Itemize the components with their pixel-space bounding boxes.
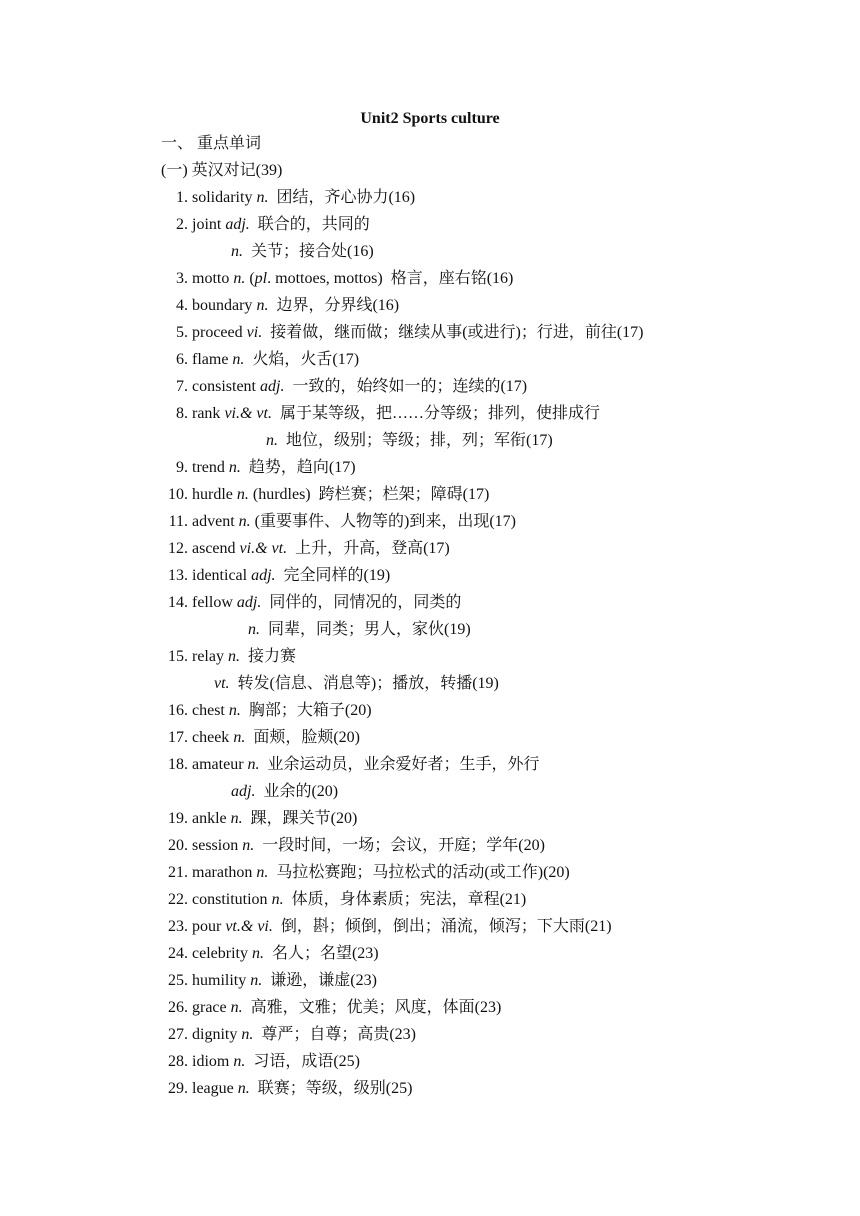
entry-meaning: 同伴的，同情况的，同类的 [269, 594, 462, 611]
entry-meaning: 一段时间，一场；会议，开庭；学年(20) [262, 837, 545, 854]
entry-word: consistent [192, 378, 256, 395]
entry-meaning: 体质，身体素质；宪法，章程(21) [291, 891, 527, 908]
entry-meaning: 完全同样的(19) [283, 567, 391, 584]
vocab-entry [164, 456, 356, 480]
vocab-entry [164, 969, 377, 993]
entry-meaning: 业余运动员，业余爱好者；生手，外行 [267, 756, 540, 773]
vocab-entry [164, 591, 461, 615]
entry-pos: n. [271, 891, 284, 908]
vocab-entry-sub [231, 240, 374, 264]
entry-word: ascend [192, 540, 236, 557]
entry-meaning: 火焰，火舌(17) [252, 351, 360, 368]
entry-pos: adj. [225, 216, 250, 233]
section-heading-key-words: 一、 重点单词 [161, 135, 262, 152]
entry-pos: n. [233, 270, 246, 287]
entry-meaning: 踝，踝关节(20) [250, 810, 358, 827]
entry-pos: adj. [260, 378, 285, 395]
entry-number: 8. [176, 405, 188, 422]
entry-pos: n. [251, 945, 264, 962]
entry-sub-pos: n. [266, 432, 278, 449]
entry-number: 23. [168, 918, 188, 935]
entry-meaning: (重要事件、人物等的)到来，出现(17) [254, 513, 516, 530]
entry-meaning: 倒，斟；倾倒，倒出；涌流，倾泻；下大雨(21) [280, 918, 612, 935]
vocab-entry-sub [266, 429, 553, 453]
entry-sub-meaning: 同辈，同类；男人，家伙(19) [268, 621, 471, 638]
entry-pos: n. [237, 1080, 250, 1097]
vocab-entry [164, 996, 501, 1020]
vocab-entry [164, 402, 600, 426]
entry-number: 24. [168, 945, 188, 962]
vocab-entry [164, 483, 489, 507]
entry-sub-pos: n. [248, 621, 260, 638]
entry-meaning: 谦逊，谦虚(23) [270, 972, 377, 989]
entry-pos: n. [233, 729, 246, 746]
entry-word: flame [192, 351, 229, 368]
entry-word: rank [192, 405, 221, 422]
entry-number: 19. [168, 810, 188, 827]
entry-meaning: 胸部；大箱子(20) [248, 702, 372, 719]
entry-meaning: 尊严；自尊；高贵(23) [261, 1026, 417, 1043]
entry-number: 5. [176, 324, 188, 341]
vocab-entry [164, 834, 545, 858]
entry-meaning: 接着做，继而做；继续从事(或进行)；行进，前往(17) [270, 324, 644, 341]
entry-pos: n. [233, 1053, 246, 1070]
entry-word: fellow [192, 594, 233, 611]
entry-meaning: 习语，成语(25) [253, 1053, 361, 1070]
entry-number: 22. [168, 891, 188, 908]
entry-word: joint [192, 216, 222, 233]
vocab-entry [164, 564, 390, 588]
entry-word: hurdle [192, 486, 233, 503]
entry-number: 18. [168, 756, 188, 773]
entry-number: 11. [168, 513, 188, 530]
entry-word: solidarity [192, 189, 253, 206]
entry-meaning: 面颊，脸颊(20) [253, 729, 360, 746]
entry-number: 13. [168, 567, 188, 584]
vocab-entry [164, 213, 370, 237]
vocab-entry [164, 645, 296, 669]
entry-meaning: 趋势，趋向(17) [248, 459, 356, 476]
entry-pos: adj. [236, 594, 262, 611]
vocab-entry [164, 942, 379, 966]
vocab-entry [164, 699, 372, 723]
entry-pos: n. [256, 297, 269, 314]
entry-number: 26. [168, 999, 188, 1016]
entry-meaning: 高雅，文雅；优美；风度，体面(23) [250, 999, 502, 1016]
entry-meaning: 联赛；等级，级别(25) [257, 1080, 413, 1097]
section-subheading-english-chinese: (一) 英汉对记(39) [161, 162, 283, 179]
entry-plural-forms: . mottoes, mottos) [267, 270, 383, 287]
vocab-entry [164, 726, 360, 750]
entry-number: 14. [168, 594, 188, 611]
vocab-entry [164, 348, 359, 372]
entry-pos: adj. [251, 567, 276, 584]
entry-word: league [192, 1080, 234, 1097]
entry-number: 20. [168, 837, 188, 854]
vocab-entry [164, 807, 357, 831]
entry-plural-forms: (hurdles) [252, 486, 311, 503]
entry-plural-abbr: pl [254, 270, 268, 287]
entry-word: ankle [192, 810, 227, 827]
entry-sub-pos: vt. [214, 675, 230, 692]
entry-word: pour [192, 918, 222, 935]
entry-pos: vi.& vt. [224, 405, 272, 422]
document-title: Unit2 Sports culture [360, 110, 500, 127]
entry-word: humility [192, 972, 247, 989]
entry-pos: n. [230, 999, 243, 1016]
entry-number: 27. [168, 1026, 188, 1043]
entry-word: proceed [192, 324, 243, 341]
entry-pos: n. [247, 756, 260, 773]
entry-word: grace [192, 999, 227, 1016]
entry-word: session [192, 837, 239, 854]
entry-word: trend [192, 459, 225, 476]
entry-pos: n. [228, 459, 241, 476]
entry-number: 12. [168, 540, 188, 557]
entry-number: 21. [168, 864, 188, 881]
entry-word: amateur [192, 756, 244, 773]
entry-word: relay [192, 648, 224, 665]
vocab-entry [164, 510, 516, 534]
entry-number: 2. [176, 216, 188, 233]
entry-meaning: 马拉松赛跑；马拉松式的活动(或工作)(20) [276, 864, 570, 881]
entry-word: constitution [192, 891, 268, 908]
vocab-entry [164, 1050, 360, 1074]
vocab-entry [164, 294, 399, 318]
vocab-entry [164, 321, 644, 345]
vocab-entry-sub [214, 672, 499, 696]
entry-number: 17. [168, 729, 188, 746]
entry-meaning: 上升，升高，登高(17) [295, 540, 450, 557]
entry-pos: n. [232, 351, 245, 368]
entry-meaning: 一致的，始终如一的；连续的(17) [292, 378, 528, 395]
entry-sub-meaning: 地位，级别；等级；排，列；军衔(17) [286, 432, 553, 449]
entry-word: marathon [192, 864, 253, 881]
vocab-entry-sub [231, 780, 338, 804]
entry-meaning: 属于某等级，把……分等级；排列，使排成行 [279, 405, 600, 422]
entry-pos: n. [242, 837, 255, 854]
entry-word: identical [192, 567, 248, 584]
entry-sub-pos: adj. [231, 783, 256, 800]
vocab-entry [164, 888, 526, 912]
vocab-entry [164, 186, 415, 210]
entry-number: 10. [168, 486, 188, 503]
entry-word: advent [192, 513, 235, 530]
entry-meaning: 联合的，共同的 [257, 216, 370, 233]
entry-meaning: 跨栏赛；栏架；障碍(17) [318, 486, 490, 503]
entry-pos: n. [227, 648, 240, 665]
vocab-entry [164, 1023, 416, 1047]
entry-meaning: 边界，分界线(16) [276, 297, 400, 314]
entry-pos: n. [256, 189, 269, 206]
entry-word: motto [192, 270, 230, 287]
entry-number: 4. [176, 297, 188, 314]
vocab-entry [164, 1077, 412, 1101]
entry-pos: n. [250, 972, 263, 989]
entry-word: chest [192, 702, 225, 719]
entry-pos: vi.& vt. [239, 540, 288, 557]
vocab-entry [164, 375, 527, 399]
vocab-entry [164, 861, 570, 885]
entry-word: boundary [192, 297, 253, 314]
entry-number: 1. [176, 189, 188, 206]
vocab-entry [164, 915, 612, 939]
entry-meaning: 团结，齐心协力(16) [276, 189, 416, 206]
entry-pos: n. [238, 513, 251, 530]
entry-sub-meaning: 业余的(20) [263, 783, 339, 800]
entry-number: 6. [176, 351, 188, 368]
entry-number: 28. [168, 1053, 188, 1070]
entry-number: 16. [168, 702, 188, 719]
entry-meaning: 格言，座右铭(16) [390, 270, 514, 287]
vocab-entry [164, 753, 540, 777]
entry-number: 3. [176, 270, 188, 287]
entry-word: cheek [192, 729, 230, 746]
entry-word: dignity [192, 1026, 238, 1043]
vocab-entry [164, 267, 513, 291]
entry-pos: n. [236, 486, 249, 503]
entry-sub-meaning: 关节；接合处(16) [251, 243, 374, 260]
entry-word: idiom [192, 1053, 230, 1070]
vocab-entry-sub [248, 618, 471, 642]
entry-sub-pos: n. [231, 243, 243, 260]
entry-number: 7. [176, 378, 188, 395]
entry-number: 25. [168, 972, 188, 989]
entry-plural-open: ( [249, 270, 255, 287]
entry-number: 29. [168, 1080, 188, 1097]
entry-pos: vi. [246, 324, 263, 341]
entry-pos: n. [241, 1026, 254, 1043]
entry-word: celebrity [192, 945, 248, 962]
entry-pos: n. [228, 702, 241, 719]
entry-number: 9. [176, 459, 188, 476]
entry-sub-meaning: 转发(信息、消息等)；播放，转播(19) [237, 675, 499, 692]
entry-pos: vt.& vi. [225, 918, 273, 935]
entry-number: 15. [168, 648, 188, 665]
entry-meaning: 接力赛 [247, 648, 296, 665]
entry-pos: n. [230, 810, 243, 827]
entry-meaning: 名人；名望(23) [271, 945, 379, 962]
vocab-entry [164, 537, 450, 561]
entry-pos: n. [256, 864, 269, 881]
